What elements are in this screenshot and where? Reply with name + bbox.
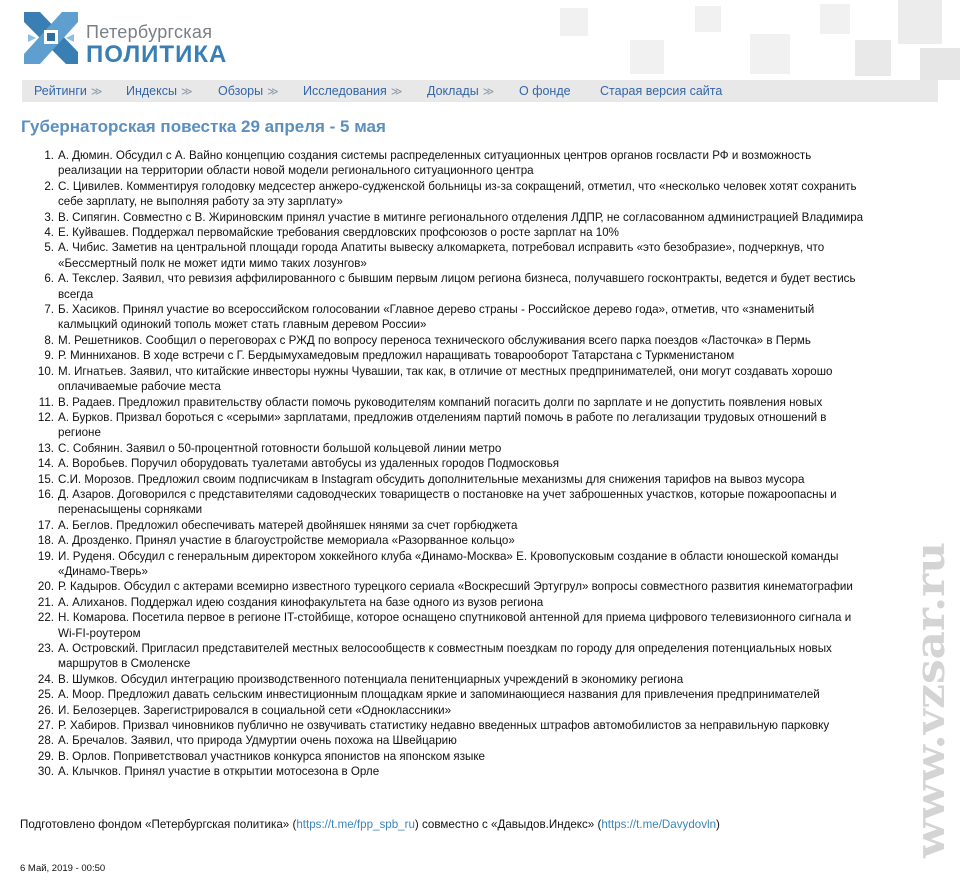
- agenda-item-number: 3.: [44, 210, 54, 224]
- agenda-item-number: 20.: [37, 580, 54, 594]
- agenda-item-text: Б. Хасиков. Принял участие во всероссийском голосовании «Главное дерево страны - Российское дерево года», отметив, что «знаменитый: [58, 303, 815, 317]
- agenda-item-text: С. Собянин. Заявил о 50-процентной готовности большой кольцевой линии метро: [58, 441, 502, 455]
- telegram-link-davydov[interactable]: https://t.me/Davydovln: [601, 818, 717, 831]
- nav-item-reports[interactable]: Доклады ≫: [427, 84, 495, 98]
- agenda-item: [37, 749, 938, 764]
- nav-item-ratings[interactable]: Рейтинги ≫: [34, 84, 103, 98]
- agenda-item: [37, 549, 938, 580]
- agenda-item-number: 29.: [37, 749, 54, 763]
- agenda-item-number: 2.: [44, 179, 54, 193]
- site-logo[interactable]: [20, 8, 228, 68]
- agenda-item-text: Н. Комарова. Посетила первое в регионе IT-стойбище, которое оснащено спутниковой антенной для приема цифрового телевизионного сигнала и: [58, 611, 852, 625]
- agenda-item-text: И. Руденя. Обсудил с генеральным директором хоккейного клуба «Динамо-Москва» Е. Кровопусковым создание в области юношеской команды: [58, 549, 839, 563]
- agenda-item-text: А. Беглов. Предложил обеспечивать матерей двойняшек нянями за счет горбюджета: [58, 518, 518, 532]
- agenda-item-number: 25.: [37, 688, 54, 702]
- agenda-item: [44, 225, 938, 240]
- agenda-item-number: 16.: [37, 487, 54, 501]
- logo-mark-icon: [20, 8, 82, 68]
- agenda-item-text: С.И. Морозов. Предложил своим подписчикам в Instagram обсудить дополнительные механизмы для снижения тарифов на вывоз мусора: [58, 472, 805, 486]
- agenda-item-text: И. Белозерцев. Зарегистрировался в социальной сети «Одноклассники»: [58, 703, 452, 717]
- agenda-item-number: 13.: [37, 441, 54, 455]
- agenda-item-number: 28.: [37, 734, 54, 748]
- header-decoration: [520, 0, 960, 80]
- agenda-item-text: А. Островский. Пригласил представителей местных велосообществ к совместным поездкам по городу для определения потенциальных новых: [58, 642, 832, 655]
- nav-item-old-version[interactable]: Старая версия сайта: [600, 84, 723, 98]
- chevron-double-right-icon: ≫: [180, 86, 193, 98]
- agenda-item-number: 5.: [44, 241, 54, 255]
- agenda-item: [37, 718, 938, 733]
- agenda-item: [37, 703, 938, 718]
- agenda-item: [37, 733, 938, 748]
- agenda-item: [44, 302, 938, 333]
- nav-item-indexes[interactable]: Индексы ≫: [126, 84, 193, 98]
- agenda-item-text: М. Игнатьев. Заявил, что китайские инвесторы нужны Чувашии, так как, в отличие от местных предпринимателей, они могут создавать хорошо: [58, 364, 833, 378]
- agenda-item-text: А. Воробьев. Поручил оборудовать туалетами автобусы из удаленных городов Подмосковья: [58, 457, 560, 471]
- agenda-item-text: «Динамо-Тверь»: [58, 564, 148, 578]
- agenda-item: [37, 441, 938, 456]
- agenda-item: [37, 518, 938, 533]
- agenda-item: [44, 271, 938, 302]
- agenda-item-text: А. Алиханов. Поддержал идею создания кинофакультета на базе одного из вузов региона: [58, 595, 544, 609]
- logo-text-top: Петербургская: [86, 22, 213, 42]
- agenda-item-text: Wi-FI-роутером: [58, 626, 141, 640]
- nav-item-research[interactable]: Исследования ≫: [303, 84, 403, 98]
- agenda-item-number: 11.: [38, 395, 54, 409]
- agenda-item-number: 17.: [37, 518, 54, 532]
- agenda-item: [37, 641, 938, 672]
- publish-date: 6 Май, 2019 - 00:50: [20, 863, 106, 874]
- agenda-item-number: 23.: [37, 642, 54, 655]
- agenda-item: [37, 487, 938, 518]
- chevron-double-right-icon: ≫: [267, 86, 279, 98]
- agenda-item: [37, 687, 938, 702]
- agenda-item-text: А. Дрозденко. Принял участие в благоустройстве мемориала «Разорванное кольцо»: [58, 534, 515, 548]
- agenda-item-text: А. Бурков. Призвал бороться с «серыми» зарплатами, предложив отделениям партий помочь в работе по легализации трудовых отношений в: [58, 410, 827, 424]
- agenda-item: [37, 456, 938, 471]
- agenda-item: [38, 395, 938, 410]
- agenda-item-number: 12.: [37, 410, 54, 424]
- agenda-item-text: регионе: [58, 426, 101, 440]
- agenda-item-text: Р. Минниханов. В ходе встречи с Г. Бердымухамедовым предложил наращивать товарооборот Татарстана с Туркменистаном: [58, 349, 735, 363]
- nav-item-reviews[interactable]: Обзоры ≫: [218, 84, 279, 98]
- agenda-item: [37, 672, 938, 687]
- telegram-link-fpp[interactable]: https://t.me/fpp_spb_ru: [296, 818, 415, 831]
- footer-note: Подготовлено фондом «Петербургская политика» (https://t.me/fpp_spb_ru) совместно с «Давыдов.Индекс» (https://t.me/Davydovln): [20, 818, 720, 831]
- agenda-item: [37, 410, 938, 441]
- agenda-item: [37, 610, 938, 641]
- agenda-item-text: В. Радаев. Предложил правительству области помочь руководителям компаний погасить долги по зарплате и не допустить появления новых: [58, 395, 823, 409]
- agenda-item-number: 26.: [37, 703, 54, 717]
- chevron-double-right-icon: ≫: [90, 86, 103, 98]
- agenda-item-text: А. Клычков. Принял участие в открытии мотосезона в Орле: [58, 765, 380, 779]
- chevron-double-right-icon: ≫: [482, 86, 495, 98]
- agenda-item-number: 10.: [37, 364, 54, 378]
- agenda-item: [37, 364, 938, 395]
- agenda-item: [37, 472, 938, 487]
- agenda-item-number: 7.: [44, 303, 54, 317]
- agenda-item: [44, 348, 938, 363]
- agenda-item-number: 21.: [37, 595, 54, 609]
- agenda-item-number: 4.: [44, 226, 54, 240]
- agenda-item: [44, 333, 938, 348]
- agenda-item-text: маршрутов в Смоленске: [58, 657, 191, 671]
- agenda-item-text: реализации на территории области новой модели регионального ситуационного центра: [58, 164, 534, 178]
- agenda-item-number: 9.: [44, 349, 54, 363]
- agenda-item-text: оплачиваемые рабочие места: [58, 380, 221, 394]
- agenda-item-number: 30.: [37, 765, 54, 779]
- agenda-item-number: 14.: [37, 457, 54, 471]
- agenda-item: [44, 148, 938, 179]
- agenda-item-number: 1.: [44, 149, 54, 162]
- agenda-item-text: перенасыщены сорняками: [58, 503, 203, 517]
- agenda-item-text: А. Чибис. Заметив на центральной площади города Апатиты вывеску алкомаркета, потребовал исправить «это безобразие», подчеркнув, что: [58, 241, 825, 255]
- agenda-item-text: М. Решетников. Сообщил о переговорах с РЖД по вопросу переноса технического обслуживания всего парка поездов «Ласточка» в Пермь: [58, 333, 811, 347]
- agenda-list: [37, 148, 938, 780]
- agenda-item-number: 22.: [37, 611, 54, 625]
- agenda-item: [37, 595, 938, 610]
- agenda-item-text: себе зарплату, не выполняя работу за эту зарплату»: [58, 195, 343, 209]
- agenda-item-number: 15.: [37, 472, 54, 486]
- watermark: [898, 540, 958, 860]
- agenda-item-number: 27.: [37, 719, 54, 733]
- nav-item-about[interactable]: О фонде: [519, 84, 571, 98]
- agenda-item-number: 24.: [37, 672, 54, 686]
- agenda-item: [44, 240, 938, 271]
- agenda-item-text: В. Шумков. Обсудил интеграцию производственного потенциала пенитенциарных учреждений в экономику региона: [58, 672, 684, 686]
- agenda-item: [37, 579, 938, 594]
- agenda-item-number: 19.: [37, 549, 54, 563]
- agenda-item-text: А. Дюмин. Обсудил с А. Вайно концепцию создания системы распределенных ситуационных центров органов госвласти РФ и возможность: [58, 149, 812, 162]
- agenda-item-number: 8.: [44, 333, 54, 347]
- agenda-item: [37, 533, 938, 548]
- agenda-item-text: «Бессмертный полк не может идти мимо таких лозунгов»: [58, 256, 367, 270]
- agenda-item-text: Д. Азаров. Договорился с представителями садоводческих товариществ о постановке на учет заброшенных участков, которые пожароопасны и: [58, 487, 837, 501]
- agenda-item-text: В. Орлов. Поприветствовал участников конкурса японистов на японском языке: [58, 749, 486, 763]
- agenda-item-text: Е. Куйвашев. Поддержал первомайские требования свердловских профсоюзов о росте зарплат на 10%: [58, 226, 619, 240]
- agenda-item-number: 6.: [44, 272, 54, 286]
- agenda-item-number: 18.: [37, 534, 54, 548]
- agenda-item-text: А. Бречалов. Заявил, что природа Удмуртии очень похожа на Швейцарию: [58, 734, 457, 748]
- agenda-item-text: А. Моор. Предложил давать сельским инвестиционным площадкам яркие и запоминающиеся названия для привлечения предпринимателей: [58, 688, 820, 702]
- agenda-item-text: Р. Кадыров. Обсудил с актерами всемирно известного турецкого сериала «Воскресший Эртугрул» вопросы совместного развития кинематографии: [58, 580, 853, 594]
- agenda-item: [37, 764, 938, 779]
- agenda-item-text: С. Цивилев. Комментируя голодовку медсестер анжеро-судженской больницы из-за сокращений, отметил, что «несколько человек хотят сохранить: [58, 179, 857, 193]
- logo-text-bottom: ПОЛИТИКА: [86, 41, 228, 68]
- agenda-item: [44, 210, 938, 225]
- watermark-text: www.vzsar.ru: [907, 568, 954, 858]
- page-title: Губернаторская повестка 29 апреля - 5 мая: [21, 117, 386, 136]
- site-header: [0, 0, 960, 80]
- agenda-item-text: всегда: [58, 287, 94, 301]
- agenda-item: [44, 179, 938, 210]
- agenda-item-text: А. Текслер. Заявил, что ревизия аффилированного с бывшим первым лицом региона бизнеса, получавшего госконтракты, ведется и будет вестись: [58, 272, 856, 286]
- agenda-item-text: Р. Хабиров. Призвал чиновников публично не озвучивать статистику недавно введенных штрафов автомобилистов за неправильную парковку: [58, 719, 830, 733]
- main-nav: [22, 80, 938, 102]
- chevron-double-right-icon: ≫: [390, 86, 403, 98]
- agenda-item-text: В. Сипягин. Совместно с В. Жириновским принял участие в митинге регионального отделения ЛДПР, не согласованном администрацией Владимира: [58, 210, 864, 224]
- agenda-item-text: калмыцкий одинокий тополь может стать главным деревом России»: [58, 318, 427, 332]
